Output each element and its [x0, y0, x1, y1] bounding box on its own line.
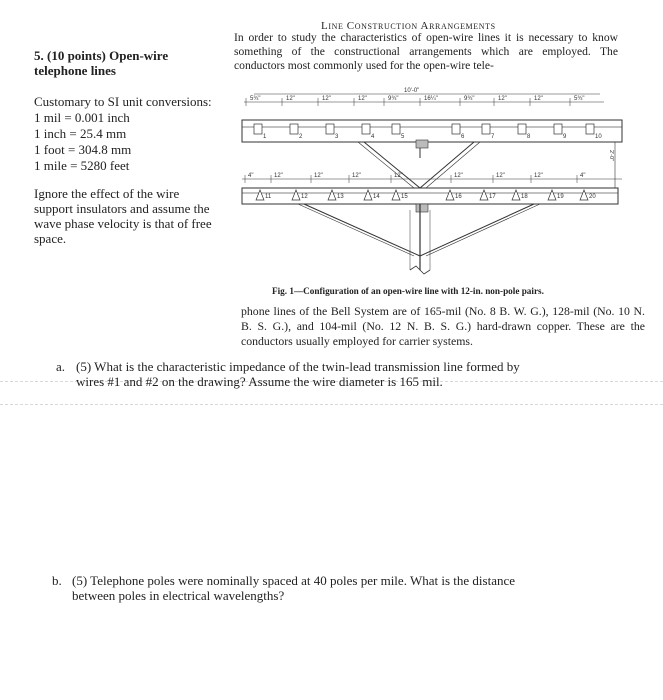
pin-number: 15: [401, 194, 408, 200]
pole-bolt: [416, 204, 428, 212]
brace-line: [426, 142, 480, 188]
pin-number: 3: [335, 134, 339, 140]
top-dim-label: 16¼": [424, 96, 438, 102]
top-dim-label: 5¾": [250, 96, 261, 102]
insulator: [254, 124, 262, 134]
unit-conversions: [34, 94, 234, 174]
bottom-dim-label: 12": [534, 173, 543, 179]
brace-line: [298, 204, 414, 256]
pin-number: 6: [461, 134, 465, 140]
insulator-pin: [512, 190, 528, 200]
note-line: support insulators and assume the: [34, 201, 210, 216]
bottom-dim-label: 12": [394, 173, 403, 179]
note-line: Ignore the effect of the wire: [34, 186, 180, 201]
bottom-dim-label: 12": [314, 173, 323, 179]
top-dims-group: [246, 96, 584, 106]
insulator-pin: [392, 124, 405, 140]
pin-number: 1: [263, 134, 267, 140]
book-intro-paragraph: In order to study the characteristics of open-wire lines it is necessary to know something of the constructional arrangements which are employed. The conductors most commonly used for the open-wire tele-: [234, 31, 618, 72]
insulator: [554, 124, 562, 134]
note-line: space.: [34, 231, 67, 246]
pin-number: 19: [557, 194, 564, 200]
insulator-pin: [364, 190, 380, 200]
top-dim-label: 9¾": [464, 96, 475, 102]
bottom-dim-label: 4": [580, 173, 586, 179]
bottom-dims-group: [245, 173, 585, 183]
insulator: [586, 124, 594, 134]
page-divider: [0, 404, 663, 405]
pin-number: 5: [401, 134, 405, 140]
conversion-item: 1 foot = 304.8 mm: [34, 142, 132, 157]
question-b-line2: between poles in electrical wavelengths?: [72, 588, 285, 603]
vertical-dimension: 2'-0": [608, 150, 614, 161]
insulator: [452, 124, 460, 134]
insulator-pin: [480, 190, 496, 200]
insulator-pin: [326, 124, 339, 140]
figure-caption: Fig. 1—Configuration of an open-wire line with 12-in. non-pole pairs.: [272, 286, 544, 296]
pin-number: 16: [455, 194, 462, 200]
insulator-pin: [392, 190, 408, 200]
pin-number: 7: [491, 134, 495, 140]
insulator-pin: [452, 124, 465, 140]
insulator: [256, 190, 264, 200]
insulator: [326, 124, 334, 134]
conversion-item: 1 mile = 5280 feet: [34, 158, 130, 173]
insulator: [392, 124, 400, 134]
brace-line: [358, 142, 414, 188]
insulator-pin: [292, 190, 308, 200]
bottom-dim-label: 12": [496, 173, 505, 179]
bottom-dim-label: 12": [352, 173, 361, 179]
insulator: [292, 190, 300, 200]
conversion-item: 1 mil = 0.001 inch: [34, 110, 130, 125]
top-dim-label: 12": [498, 96, 507, 102]
brace-line: [364, 142, 420, 188]
insulator: [518, 124, 526, 134]
problem-title-line1: 5. (10 points) Open-wire: [34, 48, 169, 63]
pin-number: 18: [521, 194, 528, 200]
pin-number: 14: [373, 194, 380, 200]
insulator-pin: [446, 190, 462, 200]
book-continuation-paragraph: phone lines of the Bell System are of 165-mil (No. 8 B. W. G.), 128-mil (No. 10 N. B. S. G.), and 104-mil (No. 12 N. B. S. G.) hard-drawn copper. These are the conductors usually employed for carrier systems.: [241, 304, 645, 348]
pin-number: 11: [265, 194, 272, 200]
question-a-label: a.: [56, 359, 66, 374]
brace-line: [304, 204, 420, 256]
insulator: [328, 190, 336, 200]
insulator: [364, 190, 372, 200]
insulator: [548, 190, 556, 200]
top-crossarm-edge: [242, 120, 622, 127]
question-b-line1: (5) Telephone poles were nominally spaced at 40 poles per mile. What is the distance: [72, 573, 516, 588]
top-pins-group: [254, 124, 602, 140]
conversions-heading: Customary to SI unit conversions:: [34, 94, 212, 109]
problem-title-line2: telephone lines: [34, 63, 116, 78]
insulator-pin: [290, 124, 303, 140]
brace-line: [426, 204, 540, 256]
question-a: [56, 359, 576, 389]
pole-bolt: [416, 140, 428, 148]
crossarm-figure: [234, 80, 634, 286]
pin-number: 20: [589, 194, 596, 200]
insulator: [392, 190, 400, 200]
question-a-line2: wires #1 and #2 on the drawing? Assume the wire diameter is 165 mil.: [76, 374, 443, 389]
top-dim-label: 5¾": [574, 96, 585, 102]
insulator: [580, 190, 588, 200]
pin-number: 9: [563, 134, 567, 140]
bottom-dim-label: 12": [454, 173, 463, 179]
overall-dimension: 10'-0": [404, 88, 420, 94]
bottom-dim-label: 12": [274, 173, 283, 179]
insulator: [512, 190, 520, 200]
pin-number: 10: [595, 134, 602, 140]
conversion-item: 1 inch = 25.4 mm: [34, 126, 127, 141]
insulator-pin: [554, 124, 567, 140]
pin-number: 4: [371, 134, 375, 140]
insulator-pin: [482, 124, 495, 140]
bottom-pins-group: [256, 190, 596, 200]
insulator-pin: [254, 124, 267, 140]
brace-line: [420, 204, 534, 256]
pin-number: 12: [301, 194, 308, 200]
insulator: [482, 124, 490, 134]
insulator-pin: [548, 190, 564, 200]
top-dim-label: 12": [534, 96, 543, 102]
brace-line: [420, 142, 474, 188]
insulator-pin: [256, 190, 272, 200]
bottom-dim-label: 4": [248, 173, 254, 179]
question-b-label: b.: [52, 573, 62, 588]
insulator: [290, 124, 298, 134]
insulator-pin: [580, 190, 596, 200]
top-dim-label: 12": [358, 96, 367, 102]
insulator-pin: [586, 124, 602, 140]
insulator-pin: [328, 190, 344, 200]
pin-number: 17: [489, 194, 496, 200]
bottom-crossarm-edge: [242, 188, 618, 193]
top-dim-label: 12": [322, 96, 331, 102]
insulator: [446, 190, 454, 200]
insulator: [362, 124, 370, 134]
insulator-pin: [518, 124, 531, 140]
pin-number: 2: [299, 134, 303, 140]
insulator-pin: [362, 124, 375, 140]
assumption-note: [34, 186, 232, 246]
pin-number: 13: [337, 194, 344, 200]
top-dim-label: 9¾": [388, 96, 399, 102]
problem-title: [34, 48, 204, 78]
question-a-line1: (5) What is the characteristic impedance of the twin-lead transmission line formed by: [76, 359, 520, 374]
question-b: [52, 573, 612, 603]
note-line: wave phase velocity is that of free: [34, 216, 212, 231]
book-section-title: Line Construction Arrangements: [321, 20, 496, 32]
insulator: [480, 190, 488, 200]
top-dim-label: 12": [286, 96, 295, 102]
pin-number: 8: [527, 134, 531, 140]
